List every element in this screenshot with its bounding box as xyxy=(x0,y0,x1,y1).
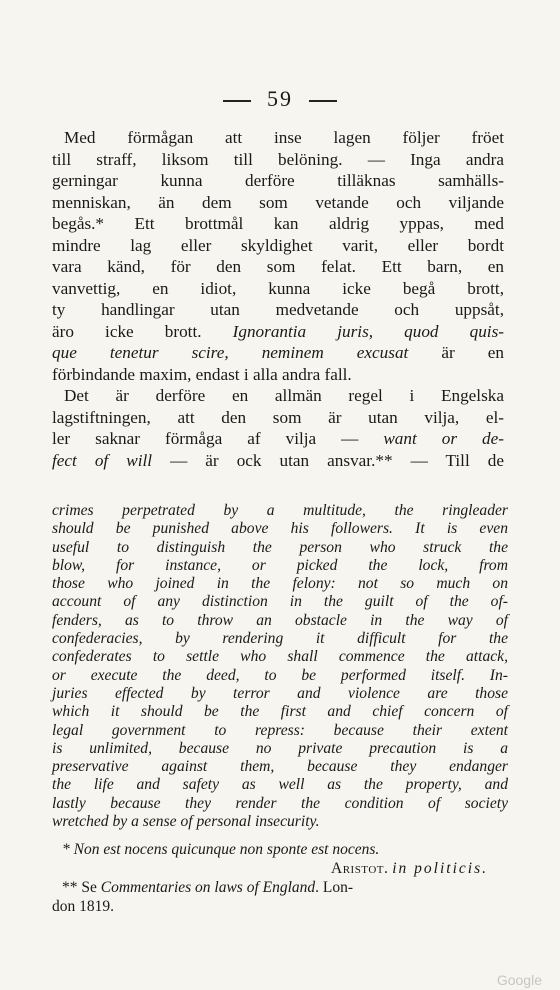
text-line: till straff, liksom till belöning. — Inga andra xyxy=(52,149,504,169)
quote-line: preservative against them, because they endanger xyxy=(52,758,508,776)
header-dash-left xyxy=(223,100,251,102)
quote-line: fenders, as to throw an obstacle in the way of xyxy=(52,611,508,629)
quote-line: lastly because they render the condition of society xyxy=(52,794,508,812)
quote-line: should be punished above his followers. It is even xyxy=(52,520,508,538)
english-phrase: fect of will xyxy=(52,450,153,470)
watermark: Google xyxy=(496,972,542,988)
footnote-title: Commentaries on laws of England xyxy=(100,879,316,896)
quote-line: which it should be the first and chief concern of xyxy=(52,703,508,721)
quote-line: wretched by a sense of personal insecurity. xyxy=(52,813,320,831)
text-line: Med förmågan att inse lagen följer fröet xyxy=(64,128,504,147)
text-line: lagstiftningen, att den som är utan vilja, el- xyxy=(52,407,504,427)
text-line: vara känd, för den som felat. Ett barn, en xyxy=(52,257,504,276)
quote-line: useful to distinguish the person who struck the xyxy=(52,538,508,556)
quote-line: or execute the deed, to be performed itself. In- xyxy=(52,666,508,684)
footnote-2 xyxy=(52,878,508,897)
quote-line: confederates to settle who shall commence the attack, xyxy=(52,648,508,666)
text-line: menniskan, än dem som vetande och viljande xyxy=(52,192,504,212)
footnote-1: * Non est nocens quicunque non sponte est nocens. xyxy=(62,841,380,858)
quote-line: is unlimited, because no private precaution is a xyxy=(52,739,508,757)
text-line: gerningar kunna derföre tilläknas samhälls- xyxy=(52,171,504,190)
footnotes xyxy=(52,840,508,916)
quote-line: account of any distinction in the guilt of the of- xyxy=(52,593,508,611)
english-phrase: want or de- xyxy=(358,429,504,448)
quote-line: legal government to repress: because their extent xyxy=(52,721,508,739)
main-text xyxy=(52,127,504,471)
text-line: ty handlingar utan medvetande och uppsåt, xyxy=(52,300,504,319)
latin-phrase: Ignorantia juris, quod quis- xyxy=(232,321,504,341)
text-line: vanvettig, en idiot, kunna icke begå brott, xyxy=(52,278,504,298)
footnote-prefix: ** Se xyxy=(62,879,101,896)
page-header xyxy=(0,86,560,112)
text-fragment: — är ock utan ansvar.** — Till de xyxy=(152,450,504,470)
latin-phrase: que tenetur scire, neminem excusat xyxy=(52,343,409,362)
footnote-1-citation xyxy=(52,859,508,878)
text-line xyxy=(52,450,504,472)
text-line: mindre lag eller skyldighet varit, eller bordt xyxy=(52,235,504,255)
page-number: 59 xyxy=(267,86,293,111)
quote-line: confederacies, by rendering it difficult for the xyxy=(52,630,508,648)
english-quotation xyxy=(52,502,508,831)
header-dash-right xyxy=(309,100,337,102)
quote-line: the life and safety as well as the property, and xyxy=(52,776,508,794)
quote-line: those who joined in the felony: not so much on xyxy=(52,575,508,593)
text-line: förbindande maxim, endast i alla andra fall. xyxy=(52,364,352,384)
text-line xyxy=(52,342,504,364)
text-fragment: är en xyxy=(408,343,504,362)
quote-line: juries effected by terror and violence are those xyxy=(52,684,508,702)
quote-line: blow, for instance, or picked the lock, from xyxy=(52,556,508,574)
text-line xyxy=(52,321,504,343)
footnote-2-line-2: don 1819. xyxy=(52,898,114,915)
footnote-source: in politicis. xyxy=(392,860,488,877)
text-line: Det är derföre en allmän regel i Engelska xyxy=(64,386,504,405)
text-fragment: ler saknar förmåga af vilja — xyxy=(52,429,359,448)
text-line xyxy=(52,428,504,450)
footnote-author: Aristot. xyxy=(331,860,389,877)
footnote-suffix: . Lon- xyxy=(315,879,354,896)
text-line: begås.* Ett brottmål kan aldrig yppas, med xyxy=(52,214,504,233)
text-fragment: äro icke brott. xyxy=(52,321,202,341)
quote-line: crimes perpetrated by a multitude, the ringleader xyxy=(52,502,508,519)
